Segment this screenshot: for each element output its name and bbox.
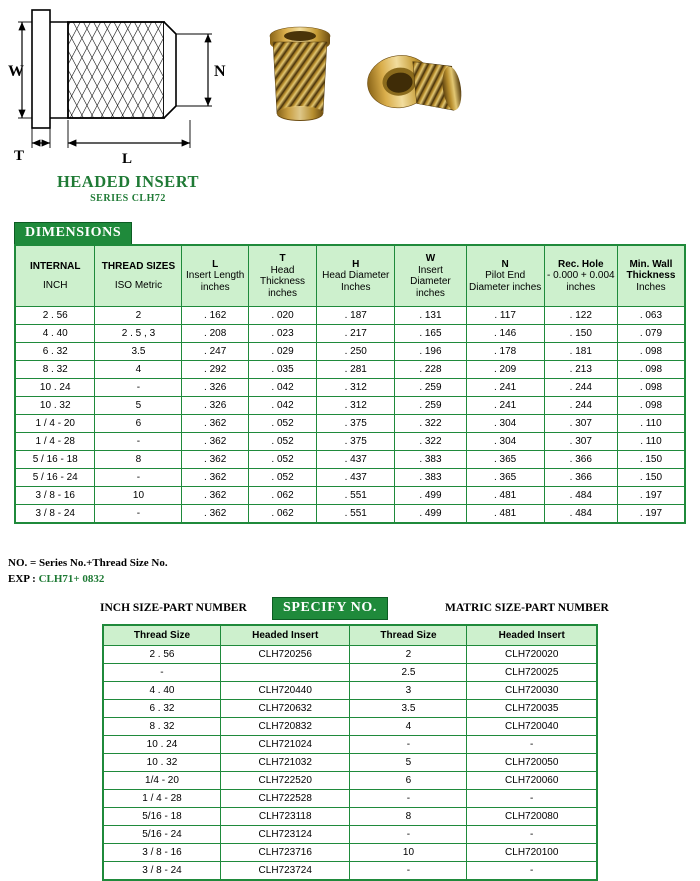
table-row (103, 718, 597, 736)
table-cell: . 122 (544, 307, 617, 325)
table-cell: . 098 (617, 379, 685, 397)
note-exp-prefix: EXP : (8, 572, 39, 585)
table-cell: . 281 (317, 361, 395, 379)
table-cell: 10 (350, 844, 467, 862)
table-cell: . 042 (248, 379, 316, 397)
dimensions-banner: DIMENSIONS (14, 222, 132, 245)
table-cell: . 162 (182, 307, 248, 325)
table-cell: - (95, 469, 182, 487)
table-cell: . 098 (617, 343, 685, 361)
table-cell: . 098 (617, 397, 685, 415)
table-cell: 10 (95, 487, 182, 505)
table-cell: 1/4 - 20 (103, 772, 220, 790)
svg-text:L: L (122, 151, 133, 167)
table-cell: . 312 (317, 397, 395, 415)
table-cell: . 304 (466, 433, 544, 451)
table-cell: 2 (350, 646, 467, 664)
table-row (103, 772, 597, 790)
table-cell: . 307 (544, 433, 617, 451)
table-cell: CLH720256 (220, 646, 350, 664)
table-cell: - (467, 826, 597, 844)
table-cell: 8 . 32 (103, 718, 220, 736)
table-cell: . 213 (544, 361, 617, 379)
table-row (103, 808, 597, 826)
table-cell: . 259 (395, 397, 466, 415)
note-line-2 (8, 572, 168, 588)
table-cell: 4 . 40 (103, 682, 220, 700)
table-cell: . 366 (544, 451, 617, 469)
table-cell: . 362 (182, 451, 248, 469)
table-cell: CLH720632 (220, 700, 350, 718)
table-cell: . 098 (617, 361, 685, 379)
table-cell: . 551 (317, 487, 395, 505)
table-row (103, 736, 597, 754)
table-cell: 8 (95, 451, 182, 469)
table-cell: - (103, 664, 220, 682)
col-rec-hole: Rec. Hole - 0.000 + 0.004 inches (544, 245, 617, 307)
table-cell: . 208 (182, 325, 248, 343)
insert-photo-upright (255, 22, 345, 132)
table-cell: . 247 (182, 343, 248, 361)
part-number-table (102, 624, 598, 881)
table-cell: CLH720025 (467, 664, 597, 682)
col-length: L Insert Length inches (182, 245, 248, 307)
table-cell: 6 (95, 415, 182, 433)
table-cell: . 052 (248, 451, 316, 469)
table-cell: . 117 (466, 307, 544, 325)
table-cell: . 178 (466, 343, 544, 361)
col-metric-headed-insert: Headed Insert (467, 625, 597, 646)
table-row (103, 700, 597, 718)
specify-no-banner: SPECIFY NO. (272, 597, 388, 620)
table-cell: . 499 (395, 487, 466, 505)
table-cell: . 481 (466, 487, 544, 505)
svg-text:W: W (8, 63, 24, 80)
table-cell: . 110 (617, 433, 685, 451)
table-cell: . 244 (544, 379, 617, 397)
col-metric-thread-size: Thread Size (350, 625, 467, 646)
col-inch-headed-insert: Headed Insert (220, 625, 350, 646)
table-cell: . 035 (248, 361, 316, 379)
table-cell: - (467, 736, 597, 754)
table-cell: 5/16 - 18 (103, 808, 220, 826)
table-cell: . 063 (617, 307, 685, 325)
table-cell: . 029 (248, 343, 316, 361)
table-row (15, 379, 685, 397)
table-cell: . 052 (248, 469, 316, 487)
table-cell: 3 / 8 - 16 (103, 844, 220, 862)
table-cell: . 365 (466, 451, 544, 469)
table-cell: CLH720440 (220, 682, 350, 700)
table-row (103, 790, 597, 808)
svg-text:N: N (214, 63, 226, 80)
table-cell: . 209 (466, 361, 544, 379)
table-cell: 4 . 40 (15, 325, 95, 343)
table-cell: CLH720060 (467, 772, 597, 790)
table-cell: . 383 (395, 451, 466, 469)
table-cell: CLH723724 (220, 862, 350, 881)
table-cell: 10 . 32 (103, 754, 220, 772)
table-cell: . 020 (248, 307, 316, 325)
table-cell: . 150 (544, 325, 617, 343)
table-cell: . 150 (617, 469, 685, 487)
product-illustration-area (0, 0, 700, 204)
table-cell: . 362 (182, 505, 248, 524)
table-row (103, 664, 597, 682)
table-row (15, 415, 685, 433)
col-min-wall-thickness: Min. Wall Thickness Inches (617, 245, 685, 307)
table-cell: . 187 (317, 307, 395, 325)
table-cell: . 551 (317, 505, 395, 524)
col-thread-sizes: THREAD SIZES ISO Metric (95, 245, 182, 307)
table-cell: 2 (95, 307, 182, 325)
table-row (15, 307, 685, 325)
table-cell: . 484 (544, 487, 617, 505)
table-cell: 10 . 24 (103, 736, 220, 754)
table-cell: . 292 (182, 361, 248, 379)
table-cell: 6 . 32 (103, 700, 220, 718)
product-series: SERIES CLH72 (90, 193, 166, 204)
table-cell (220, 664, 350, 682)
table-cell: - (350, 862, 467, 881)
table-row (103, 646, 597, 664)
table-cell: . 362 (182, 433, 248, 451)
table-cell: CLH722520 (220, 772, 350, 790)
table-cell: CLH720020 (467, 646, 597, 664)
table-cell: - (350, 736, 467, 754)
table-cell: CLH720050 (467, 754, 597, 772)
svg-text:T: T (14, 148, 25, 164)
table-cell: . 165 (395, 325, 466, 343)
table-cell: 2 . 5 , 3 (95, 325, 182, 343)
table-cell: . 110 (617, 415, 685, 433)
table-cell: . 042 (248, 397, 316, 415)
product-title-block (38, 172, 218, 204)
table-cell: 5 / 16 - 18 (15, 451, 95, 469)
dimensions-table-body (15, 307, 685, 524)
table-cell: 10 . 24 (15, 379, 95, 397)
table-cell: 5 / 16 - 24 (15, 469, 95, 487)
table-cell: CLH720030 (467, 682, 597, 700)
table-cell: CLH723716 (220, 844, 350, 862)
table-cell: . 052 (248, 415, 316, 433)
table-cell: . 437 (317, 469, 395, 487)
table-cell: 2 . 56 (103, 646, 220, 664)
headed-insert-line-drawing (0, 0, 250, 175)
table-cell: . 241 (466, 379, 544, 397)
table-cell: . 481 (466, 505, 544, 524)
table-cell: CLH721024 (220, 736, 350, 754)
col-head-diameter: H Head Diameter Inches (317, 245, 395, 307)
dimensions-table (14, 244, 686, 524)
table-cell: 8 . 32 (15, 361, 95, 379)
table-cell: 5/16 - 24 (103, 826, 220, 844)
table-cell: 8 (350, 808, 467, 826)
table-row (15, 397, 685, 415)
col-inch-thread-size: Thread Size (103, 625, 220, 646)
table-cell: 3.5 (95, 343, 182, 361)
table-cell: CLH723118 (220, 808, 350, 826)
insert-photo-angled (355, 42, 470, 142)
table-cell: 4 (350, 718, 467, 736)
table-cell: CLH720100 (467, 844, 597, 862)
table-cell: 1 / 4 - 20 (15, 415, 95, 433)
table-cell: CLH720832 (220, 718, 350, 736)
table-cell: . 131 (395, 307, 466, 325)
table-cell: . 326 (182, 379, 248, 397)
table-row (103, 754, 597, 772)
table-cell: . 146 (466, 325, 544, 343)
table-cell: . 365 (466, 469, 544, 487)
table-row (15, 433, 685, 451)
table-row (103, 844, 597, 862)
dimensions-header-row (15, 245, 685, 307)
table-cell: . 312 (317, 379, 395, 397)
table-cell: . 241 (466, 397, 544, 415)
table-cell: 4 (95, 361, 182, 379)
table-row (15, 487, 685, 505)
part-number-header-row (103, 625, 597, 646)
table-cell: CLH720040 (467, 718, 597, 736)
part-number-table-head (103, 625, 597, 646)
table-cell: . 484 (544, 505, 617, 524)
table-cell: 10 . 32 (15, 397, 95, 415)
table-cell: . 322 (395, 415, 466, 433)
table-cell: . 366 (544, 469, 617, 487)
table-cell: . 196 (395, 343, 466, 361)
table-cell: . 307 (544, 415, 617, 433)
product-title: HEADED INSERT (56, 172, 200, 191)
col-pilot-end-diameter: N Pilot End Diameter inches (466, 245, 544, 307)
table-cell: . 250 (317, 343, 395, 361)
table-cell: . 437 (317, 451, 395, 469)
table-cell: CLH721032 (220, 754, 350, 772)
table-cell: 2.5 (350, 664, 467, 682)
table-row (103, 862, 597, 881)
table-cell: - (95, 505, 182, 524)
table-cell: . 228 (395, 361, 466, 379)
table-cell: . 362 (182, 415, 248, 433)
table-cell: 1 / 4 - 28 (15, 433, 95, 451)
table-cell: . 079 (617, 325, 685, 343)
part-number-notes (8, 556, 168, 588)
table-cell: . 375 (317, 415, 395, 433)
table-cell: - (95, 379, 182, 397)
table-cell: 3 (350, 682, 467, 700)
table-cell: 5 (350, 754, 467, 772)
table-cell: . 375 (317, 433, 395, 451)
table-cell: . 499 (395, 505, 466, 524)
table-cell: . 326 (182, 397, 248, 415)
col-head-thickness: T Head Thickness inches (248, 245, 316, 307)
table-row (15, 469, 685, 487)
table-row (15, 505, 685, 524)
table-cell: . 322 (395, 433, 466, 451)
table-row (103, 826, 597, 844)
table-cell: . 062 (248, 487, 316, 505)
table-cell: . 052 (248, 433, 316, 451)
table-cell: CLH720080 (467, 808, 597, 826)
table-cell: . 023 (248, 325, 316, 343)
table-cell: . 304 (466, 415, 544, 433)
table-row (15, 343, 685, 361)
col-insert-diameter: W Insert Diameter inches (395, 245, 466, 307)
note-line-1: NO. = Series No.+Thread Size No. (8, 557, 168, 569)
table-cell: . 383 (395, 469, 466, 487)
table-cell: - (95, 433, 182, 451)
table-cell: . 217 (317, 325, 395, 343)
table-cell: CLH720035 (467, 700, 597, 718)
table-cell: - (467, 862, 597, 881)
table-cell: 2 . 56 (15, 307, 95, 325)
note-exp-code: CLH71+ 0832 (38, 572, 105, 585)
table-cell: 3 / 8 - 24 (15, 505, 95, 524)
table-cell: 3 / 8 - 24 (103, 862, 220, 881)
table-cell: - (350, 790, 467, 808)
table-cell: . 362 (182, 487, 248, 505)
col-internal-inch: INTERNAL INCH (15, 245, 95, 307)
table-row (15, 451, 685, 469)
table-cell: 5 (95, 397, 182, 415)
table-cell: . 362 (182, 469, 248, 487)
table-cell: - (467, 790, 597, 808)
table-cell: . 197 (617, 505, 685, 524)
table-cell: - (350, 826, 467, 844)
table-cell: . 062 (248, 505, 316, 524)
table-cell: . 197 (617, 487, 685, 505)
table-cell: . 244 (544, 397, 617, 415)
table-cell: 3.5 (350, 700, 467, 718)
table-row (15, 325, 685, 343)
table-cell: . 150 (617, 451, 685, 469)
table-cell: 3 / 8 - 16 (15, 487, 95, 505)
table-cell: 6 . 32 (15, 343, 95, 361)
table-cell: CLH723124 (220, 826, 350, 844)
table-cell: 1 / 4 - 28 (103, 790, 220, 808)
inch-size-caption: INCH SIZE-PART NUMBER (100, 602, 247, 614)
table-row (103, 682, 597, 700)
metric-size-caption: MATRIC SIZE-PART NUMBER (445, 602, 609, 614)
table-cell: . 259 (395, 379, 466, 397)
table-cell: CLH722528 (220, 790, 350, 808)
dimensions-table-head (15, 245, 685, 307)
table-cell: . 181 (544, 343, 617, 361)
table-row (15, 361, 685, 379)
table-cell: 6 (350, 772, 467, 790)
